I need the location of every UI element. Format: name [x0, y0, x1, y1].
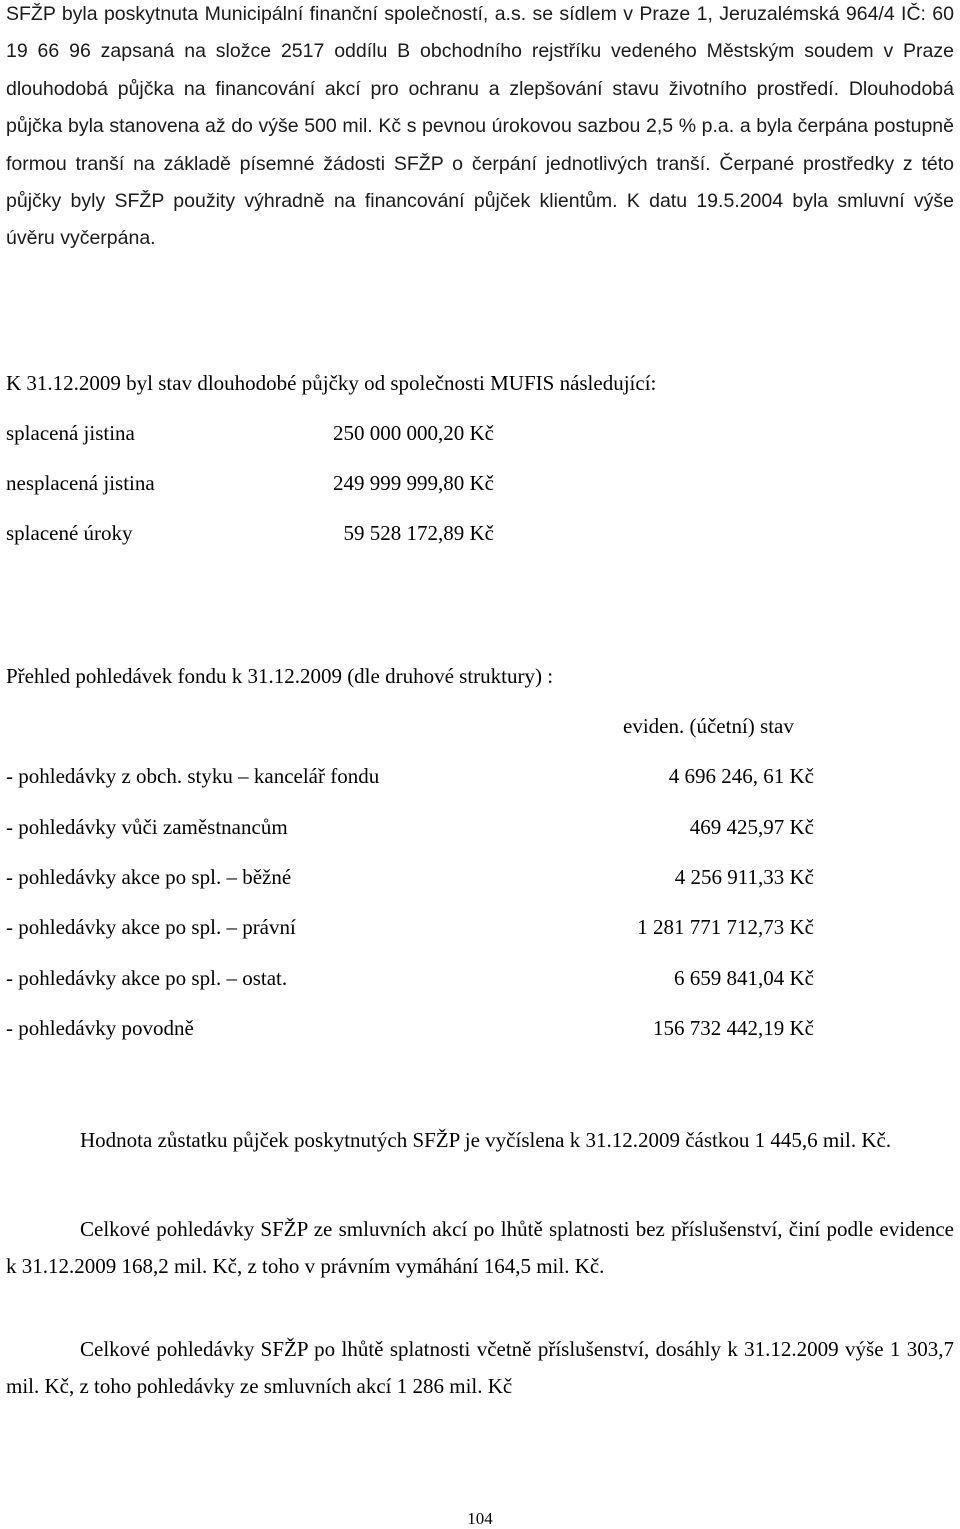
receivables-label: - pohledávky akce po spl. – běžné: [6, 865, 292, 889]
receivables-column-header: eviden. (účetní) stav: [623, 714, 794, 738]
receivables-value: 156 732 442,19 Kč: [653, 1016, 814, 1040]
loan-label: splacené úroky: [6, 521, 133, 545]
loan-value: 249 999 999,80 Kč: [333, 471, 494, 495]
receivables-value: 4 696 246, 61 Kč: [668, 764, 814, 788]
loan-value: 59 528 172,89 Kč: [343, 521, 494, 545]
loan-heading: K 31.12.2009 byl stav dlouhodobé půjčky od společnosti MUFIS následující:: [6, 371, 657, 395]
total-receivables-paragraph: Celkové pohledávky SFŽP ze smluvních akcí po lhůtě splatnosti bez příslušenství, činí podle evidence k 31.12.2009 168,2 mil. Kč, z toho v právním vymáhání 164,5 mil. Kč.: [6, 1217, 954, 1278]
receivables-value: 4 256 911,33 Kč: [674, 865, 814, 889]
receivables-label: - pohledávky akce po spl. – ostat.: [6, 966, 288, 990]
receivables-value: 6 659 841,04 Kč: [674, 966, 814, 990]
loan-value: 250 000 000,20 Kč: [333, 421, 494, 445]
loan-label: splacená jistina: [6, 421, 135, 445]
loan-label: nesplacená jistina: [6, 471, 155, 495]
receivables-label: - pohledávky vůči zaměstnancům: [6, 815, 288, 839]
receivables-label: - pohledávky povodně: [6, 1016, 194, 1040]
receivables-value: 469 425,97 Kč: [689, 815, 814, 839]
receivables-label: - pohledávky z obch. styku – kancelář fondu: [6, 764, 380, 788]
receivables-value: 1 281 771 712,73 Kč: [637, 915, 814, 939]
receivables-label: - pohledávky akce po spl. – právní: [6, 915, 296, 939]
overdue-paragraph: Celkové pohledávky SFŽP po lhůtě splatnosti včetně příslušenství, dosáhly k 31.12.2009 výše 1 303,7 mil. Kč, z toho pohledávky ze smluvních akcí 1 286 mil. Kč: [6, 1337, 954, 1398]
page-number: 104: [467, 1509, 493, 1528]
balance-paragraph: Hodnota zůstatku půjček poskytnutých SFŽP je vyčíslena k 31.12.2009 částkou 1 445,6 mil. Kč.: [80, 1128, 892, 1152]
receivables-heading: Přehled pohledávek fondu k 31.12.2009 (dle druhové struktury) :: [6, 664, 554, 688]
intro-paragraph: SFŽP byla poskytnuta Municipální finanční společností, a.s. se sídlem v Praze 1, Jeruzalémská 964/4 IČ: 60 19 66 96 zapsaná na složce 2517 oddílu B obchodního rejstříku vedeného Městským soudem v Praze dlouhodobá půjčka na financování akcí pro ochranu a zlepšování stavu životního prostředí. Dlouhodobá půjčka byla stanovena až do výše 500 mil. Kč s pevnou úrokovou sazbou 2,5 % p.a. a byla čerpána postupně formou tranší na základě písemné žádosti SFŽP o čerpání jednotlivých tranší. Čerpané prostředky z této půjčky byly SFŽP použity výhradně na financování půjček klientům. K datu 19.5.2004 byla smluvní výše úvěru vyčerpána.: [6, 3, 954, 250]
